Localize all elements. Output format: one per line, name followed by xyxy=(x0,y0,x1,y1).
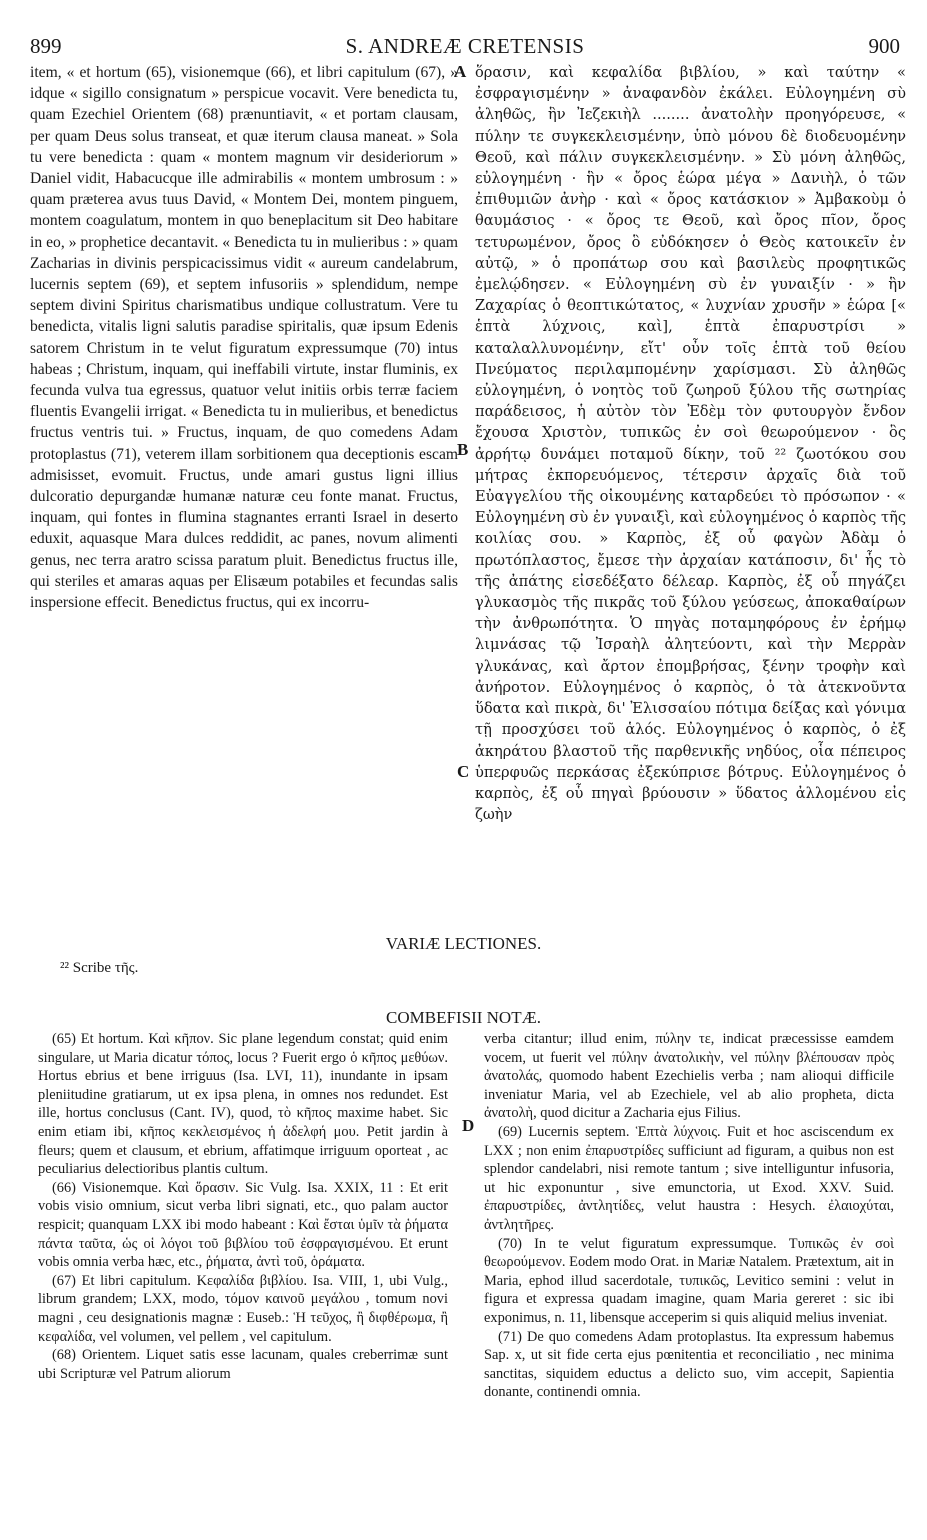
notes-left-column xyxy=(38,1030,448,1383)
page-header xyxy=(30,34,900,58)
note-71: (71) De quo comedens Adam protoplastus. Ita expressum habemus Sap. x, ut sit fide certa ejus pœnitentia et reconciliatio , nec minima sanctitas, siquidem eductus a delicto suo, vim accepit, Sapientia donante, continendi omnia. xyxy=(484,1328,894,1401)
running-title: S. ANDREÆ CRETENSIS xyxy=(345,34,585,58)
marker-d: D xyxy=(462,1116,475,1135)
marker-c: C xyxy=(457,762,470,781)
note-69: (69) Lucernis septem. Ἑπτὰ λύχνοις. Fuit et hoc asciscendum ex LXX ; non enim ἐπαρυστρίδες sufficiunt ad figuram, a quibus non est splendor candelabri, nisi remote tantum ; sive intelliguntur infusoria, ut hic exponuntur , sive emunctoria, ut Exod. XXV. Suid. ἐπαρυστρίδες, ἀντλητίδες, velut haustra : Hesych. ἐλαιοχύται, ἀντλητῆρες. xyxy=(484,1123,894,1233)
marker-b: B xyxy=(457,440,469,459)
marker-a: A xyxy=(454,62,467,81)
note-65: (65) Et hortum. Καὶ κῆπον. Sic plane legendum constat; quid enim singulare, ut Maria dicatur τόπος, locus ? Fuerit ergo ὁ κῆπος μεθύων. Hortus ebrius et bene irriguus (Isa. LVI, 11), inundante in ipsam pleniitudine gratiarum, ut ex ipsa plena, in omnes nos redundet. Est ille, hortus conclusus (Cant. IV), quod, τὸ κῆπος maxime habet. Sic enim etiam ibi, κῆπος κεκλεισμένος ἡ ἀδελφή μου. Petit jardin à fleurs; quem et clausum, et ebrium, affatimque irriguum oporteat , ac peculiarius delectioribus plantis cultum. xyxy=(38,1031,448,1178)
variae-note: ²² Scribe τῆς. xyxy=(60,960,139,976)
main-text xyxy=(30,62,906,900)
combefisii-title: COMBEFISII NOTÆ. xyxy=(386,1008,541,1027)
latin-column: item, « et hortum (65), visionemque (66), et libri capitulum (67), » idque « sigillo consignatum » perspicue vocavit. Vere benedicta tu, quam Ezechiel Orientem (68) prænuntiavit, « et portam clausam, per quam Deus solus transeat, et quæ iterum clausa maneat. » Sola tu vere benedicta : quam « montem magnum vir desideriorum » Daniel vidit, Habacucque ille admirabilis « montem umbrosum : » quam prætereа avus tuus David, « Montem Dei, montem pinguem, montem coagulatum, montem in quo beneplacitum sit Deo habitare in eo, » prophetice decantavit. « Benedicta tu in mulieribus : » quam Zacharias in divinis perspicacissimus vidit « aureum candelabrum, lucernis septem (69), et septem infusoriis » splendidum, nempe septem divini Spiritus charismatibus undique collustratum. Vere tu benedicta, vitalis ligni salutis paradise spiritalis, quæ ipsum Edenis satorem Christum in te velut figuratum expressumque (70) intus habeas ; Christum, inquam, qui ineffabili virtute, instar fluminis, ex fecunda vulva tua egressus, quatuor velut initiis orbis terræ faciem fluentis Evangelii irrigat. « Benedicta tu in mulieribus, et benedictus fructus ventris tui. » Fructus, inquam, de quo comedens Adam protoplastus (71), veterem illam sorbitionem qua deceptionis escam admisisset, evomuit. Fructus, unde amari gustus ligni illius dulcoratio depurgandæ humanæ naturæ ceu fonte manat. Fructus, inquam, qui fontes in flumina stagnantes erranti Israel in deserto eduxit, aquasque Mara dulces reddidit, ac panes, novum alimenti genus, nec terra aratro scissa paratum pluit. Benedictus fructus ille, qui steriles et amaras aquas per Elisæum potabiles et fecundas salis inspersione effecit. Benedictus fructus, qui ex incorru- xyxy=(30,64,458,612)
note-67: (67) Et libri capitulum. Κεφαλίδα βιβλίου. Isa. VIII, 1, ubi Vulg., librum grandem; LXX, modo, τόμον καινοῦ μεγάλου , tomum novi magni , ceu designationis magnæ : Euseb.: Ἡ τεῦχος, ἢ διφθέρωμα, ἢ κεφαλίδα, vel volumen, vel pellem , vel capitulum. xyxy=(38,1272,448,1345)
variae-title: VARIÆ LECTIONES. xyxy=(385,934,542,953)
greek-column: ὅρασιν, καὶ κεφαλίδα βιβλίου, » καὶ ταύτην « ἐσφραγισμένην » ἀναφανδὸν ἐκάλει. Εὐλογημένη σὺ ἀληθῶς, ἣν Ἰεζεκιὴλ ........ ἀνατολὴν προηγόρευσε, « πύλην τε συγκεκλεισμένην, ὑπὸ μόνου δὲ διοδευομένην Θεοῦ, καὶ πάλιν συγκεκλεισμένην. » Σὺ μόνη ἀληθῶς, εὐλογημένη · ἣν « ὄρος ἑώρα μέγα » Δανιὴλ, ὁ τῶν ἐπιθυμιῶν ἀνὴρ · καὶ « ὄρος κατάσκιον » Ἀμβακοὺμ ὁ θαυμάσιος · « ὄρος τε Θεοῦ, καὶ ὄρος πῖον, ὄρος τετυρωμένον, ὄρος ὃ εὐδόκησεν ὁ Θεὸς κατοικεῖν ἐν αὐτῷ, » ὁ προπάτωρ σου καὶ βασιλεὺς προφητικῶς ἐμελῴδησεν. « Εὐλογημένη σὺ ἐν γυναιξίν · » ἣν Ζαχαρίας ὁ θεοπτικώτατος, « λυχνίαν χρυσῆν » ἑώρα [« ἑπτὰ λύχνοις, καὶ], ἑπτὰ ἐπαρυστρίσι » καταλαλλυνομένην, εἴτ' οὖν τοῖς ἑπτὰ τοῦ θείου Πνεύματος περιλαμπομένην χαρίσμασι. Σὺ ἀληθῶς εὐλογημένη, ὁ νοητὸς τοῦ ζωηροῦ ξύλου τῆς σωτηρίας παράδεισος, ἡ αὐτὸν τὸν Ἐδὲμ τὸν φυτουργὸν ἔνδον ἔχουσα Χριστὸν, τυπικῶς ἐν σοὶ θεωρούμενον · ὃς ἀρρήτῳ δυνάμει ποταμοῦ δίκην, τοῦ ²² ζωοτόκου σου μήτρας ἐκπορευόμενος, τέτερσιν ἀρχαῖς διὰ τοῦ Εὐαγγελίου τῆς οἰκουμένης καταρδεύει τὸ πρόσωπον · « Εὐλογημένη σὺ ἐν γυναιξὶ, καὶ εὐλογημένος ὁ καρπὸς τῆς κοιλίας σου. » Καρπὸς, ἐξ οὗ φαγὼν Ἀδὰμ ὁ πρωτόπλαστος, ἔμεσε τὴν ἀρχαίαν κατάποσιν, δι' ἧς τὸ τῆς ἀπάτης εἰσεδέξατο δέλεαρ. Καρπὸς, ἐξ οὗ πηγάζει γλυκασμὸς τῆς πικρᾶς τοῦ ξύλου γεύσεως, ἀποκαθαίρων τὴν ἀνθρωπότητα. Ὁ πηγὰς ποταμηφόρους ἐν ἐρήμῳ λιμνάσας τῷ Ἰσραὴλ ἀλητεύοντι, καὶ τὴν Μερρὰν γλυκάνας, καὶ ἄρτον ἐπομβρήσας, ξένην τροφὴν καὶ ἀνήροτον. Εὐλογημένος ὁ καρπὸς, ὁ τὰ ἀτεκνοῦντα ὕδατα καὶ πικρὰ, δι' Ἐλισσαίου πότιμα δείξας καὶ γόνιμα τῇ προσχύσει τοῦ ἁλός. Εὐλογημένος ὁ καρπὸς, ὁ ἐξ ἀκηράτου βλαστοῦ τῆς παρθενικῆς νηδύος, οἷα πέπειρος ὑπερφυῶς περκάσας ἐξεκύπρισε βότρυς. Εὐλογημένος ὁ καρπὸς, ἐξ οὗ πηγαὶ βρύουσιν » ὕδατος ἀλλομένου εἰς ζωὴν xyxy=(475,64,906,824)
page-number-right: 900 xyxy=(868,34,900,58)
note-68: (68) Orientem. Liquet satis esse lacunam, quales creberrimæ sunt ubi Scripturæ vel Patrum aliorum xyxy=(38,1347,448,1382)
page-number-left: 899 xyxy=(30,34,62,58)
note-70: (70) In te velut figuratum expressumque. Τυπικῶς ἐν σοὶ θεωρούμενον. Eodem modo Orat. in Mariæ Natalem. Prætextum, ait in Maria, ephod illud sacerdotale, τυπικῶς, Levitico semini : velut in figura et expressa quadam imagine, quam Maria gereret : sic ibi exponimus, n. 11, libensque acceperim si quis aliquid melius inveniat. xyxy=(484,1235,894,1326)
note-66: (66) Visionemque. Καὶ ὅρασιν. Sic Vulg. Isa. XXIX, 11 : Et erit vobis visio omnium, sicut verba libri signati, etc., quo palam auctor respicit; quanquam LXX ibi modo habeant : Καὶ ἔσται ὑμῖν τὰ ῥήματα πάντα ταῦτα, ὡς οἱ λόγοι τοῦ βιβλίου τοῦ ἐσφραγισμένου. Et erunt vobis omnia verba hæc, etc., ῥήματα, ἀντὶ τοῦ, ὁράματα. xyxy=(38,1179,448,1271)
notes-right-column xyxy=(484,1030,894,1402)
note-68-continued: verba citantur; illud enim, πύλην τε, indicat præcessisse eamdem vocem, ut fuerit vel πύλην ἀνατολικὴν, vel πύλην βλέπουσαν πρὸς ἀνατολάς, quomodo habent Ezechielis verba ; nam alioqui difficile inveniatur Maria, vel ab Ezechiele, vel ab alio propheta, dicta ἀνατολὴ, quod dicitur a Zacharia ejus Filius. xyxy=(484,1031,894,1122)
